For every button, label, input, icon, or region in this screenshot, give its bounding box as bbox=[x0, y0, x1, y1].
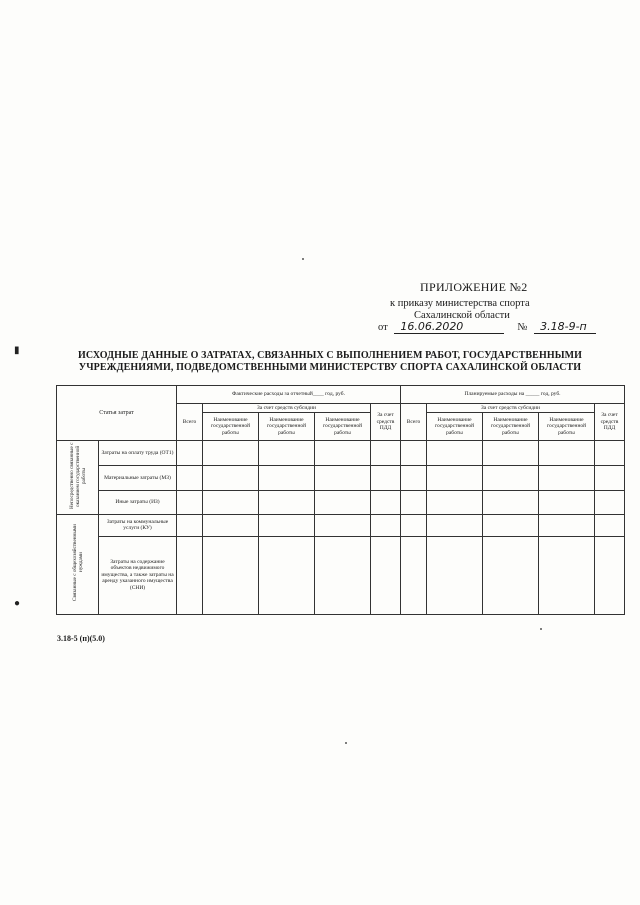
binding-hole-mark: ● bbox=[14, 598, 21, 609]
article-header: Статья затрат bbox=[57, 386, 177, 441]
planned-subsidy-header: За счет средств субсидии bbox=[427, 404, 595, 413]
actual-expenses-header: Фактические расходы за отчетный____ год, руб. bbox=[177, 386, 401, 404]
row-label: Затраты на коммунальные услуги (КУ) bbox=[99, 514, 177, 536]
scan-speck bbox=[302, 258, 304, 260]
table-row bbox=[57, 514, 625, 536]
planned-expenses-header: Планируемые расходы на _____ год, руб. bbox=[401, 386, 625, 404]
actual-pdd-header: За счет средств ПДД bbox=[371, 404, 401, 441]
table-row bbox=[57, 490, 625, 514]
planned-total-header: Всего bbox=[401, 404, 427, 441]
actual-total-header: Всего bbox=[177, 404, 203, 441]
scan-speck bbox=[345, 742, 347, 744]
cost-data-table bbox=[56, 385, 625, 615]
table-row bbox=[57, 441, 625, 466]
order-date: 16.06.2020 bbox=[394, 320, 504, 334]
planned-pdd-header: За счет средств ПДД bbox=[595, 404, 625, 441]
planned-work-name-3: Наименование государственной работы bbox=[539, 413, 595, 441]
appendix-title: ПРИЛОЖЕНИЕ №2 bbox=[420, 280, 528, 294]
document-title-line-2: УЧРЕЖДЕНИЯМИ, ПОДВЕДОМСТВЕННЫМИ МИНИСТЕРСТВУ СПОРТА САХАЛИНСКОЙ ОБЛАСТИ bbox=[78, 362, 582, 373]
row-label: Затраты на содержание объектов недвижимого имущества, а также затраты на аренду указанного имущества (СНИ) bbox=[99, 536, 177, 614]
binding-hole-mark: ▮ bbox=[14, 345, 20, 356]
document-title-line-1: ИСХОДНЫЕ ДАННЫЕ О ЗАТРАТАХ, СВЯЗАННЫХ С ВЫПОЛНЕНИЕМ РАБОТ, ГОСУДАРСТВЕННЫМИ bbox=[77, 350, 583, 361]
order-reference bbox=[378, 320, 596, 334]
planned-work-name-2: Наименование государственной работы bbox=[483, 413, 539, 441]
actual-work-name-3: Наименование государственной работы bbox=[315, 413, 371, 441]
from-label: от bbox=[378, 322, 388, 333]
footer-code: 3.18-5 (п)(5.0) bbox=[57, 634, 105, 643]
appendix-line-2: Сахалинской области bbox=[414, 310, 510, 321]
row-label: Материальные затраты (МЗ) bbox=[99, 465, 177, 490]
order-number: 3.18-9-п bbox=[534, 320, 596, 334]
document-title bbox=[60, 350, 600, 374]
table-row bbox=[57, 465, 625, 490]
actual-work-name-1: Наименование государственной работы bbox=[203, 413, 259, 441]
appendix-line-1: к приказу министерства спорта bbox=[390, 298, 530, 309]
actual-work-name-2: Наименование государственной работы bbox=[259, 413, 315, 441]
planned-work-name-1: Наименование государственной работы bbox=[427, 413, 483, 441]
row-label: Иные затраты (ИЗ) bbox=[99, 490, 177, 514]
row-label: Затраты на оплату труда (ОТ1) bbox=[99, 441, 177, 466]
table-row bbox=[57, 536, 625, 614]
number-label: № bbox=[517, 322, 528, 333]
scan-speck bbox=[540, 628, 542, 630]
actual-subsidy-header: За счет средств субсидии bbox=[203, 404, 371, 413]
group-direct-costs: Непосредственно связанные с оказанием государственной работы bbox=[57, 441, 99, 515]
group-general-costs: Связанные с общехозяйственными нуждами bbox=[57, 514, 99, 614]
